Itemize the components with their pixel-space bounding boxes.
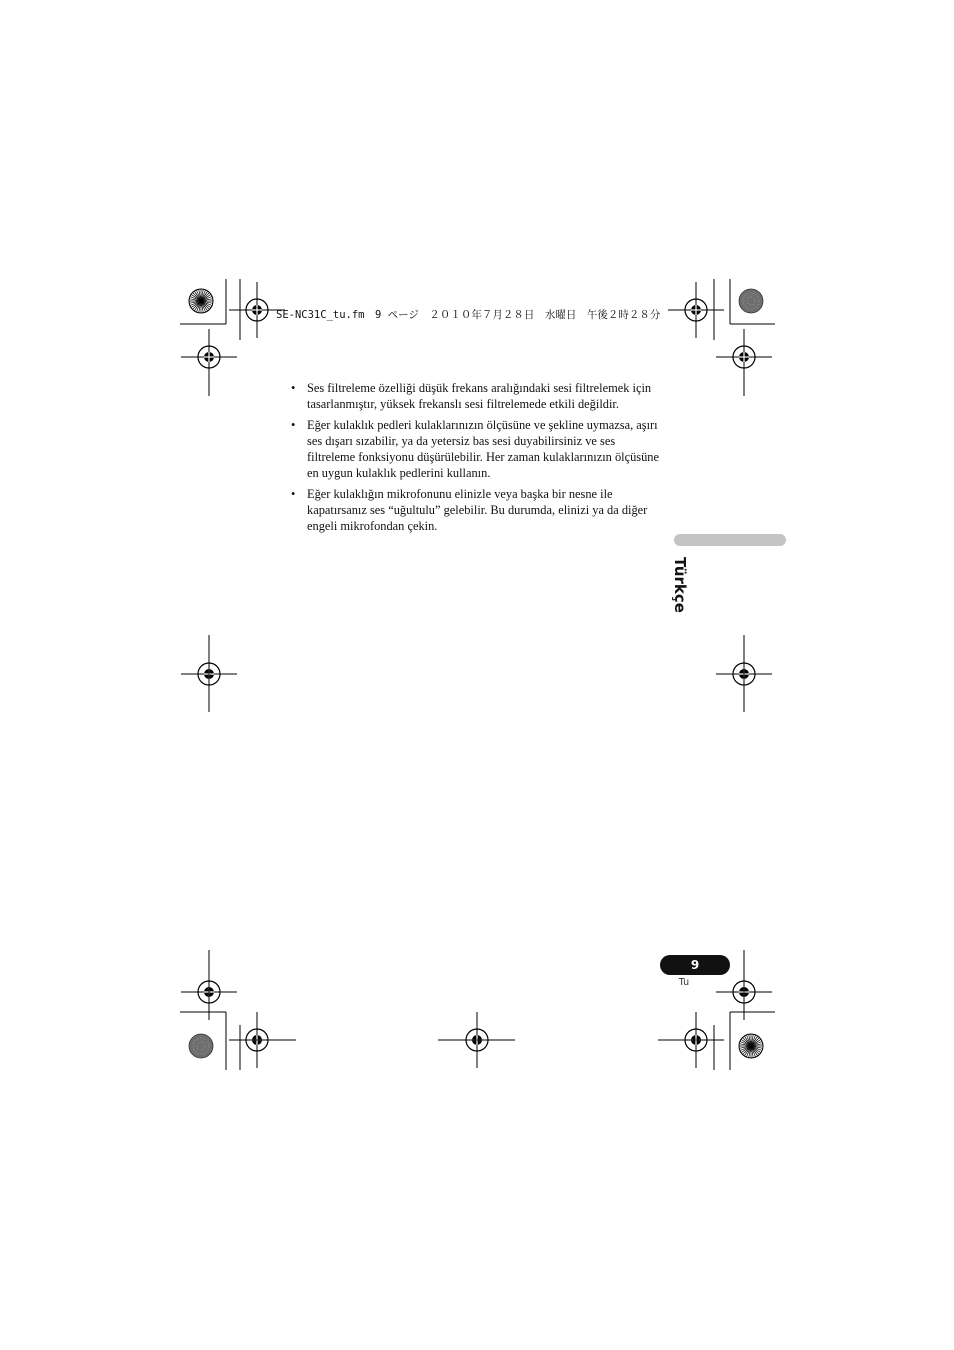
bullet-symbol: • [291, 486, 296, 501]
page-number-badge [660, 955, 730, 975]
language-label-text: Türkçe [671, 557, 690, 613]
page-number: 9 [690, 958, 700, 972]
bullet-item [290, 380, 662, 413]
bullet-symbol: • [291, 381, 296, 395]
file-header-stamp: SE-NC31C_tu.fm 9 ページ ２０１０年７月２８日 水曜日 午後２時２８分 [276, 309, 661, 321]
bullet-text: Ses filtreleme özelliği düşük frekans aralığındaki sesi filtrelemek için tasarlanmıştır, yüksek frekanslı sesi filtrelemede etkili değildir. [307, 381, 652, 412]
bullet-text: Eğer kulaklık pedleri kulaklarınızın ölçüsüne ve şekline uymazsa, aşırı ses dışarı sızabilir, ya da yetersiz bas sesi duyabilirsiniz ve ses filtreleme fonksiyonu düşürülebilir. Her zaman kulaklarınızın ölçüsüne en uygun kulaklık pedlerini kullanın. [307, 417, 660, 481]
page-language-code: Tu [678, 977, 690, 988]
bullet-list [290, 380, 662, 539]
bullet-text: Eğer kulaklığın mikrofonunu elinizle veya başka bir nesne ile kapatırsanız ses “uğultulu” gelebilir. Bu durumda, elinizi ya da diğer engeli mikrofondan çekin. [307, 486, 648, 534]
language-tab-bar [674, 534, 786, 546]
bullet-symbol: • [291, 417, 296, 432]
bullet-item [290, 486, 662, 535]
language-tab-label [665, 552, 695, 618]
bullet-item [290, 417, 662, 482]
